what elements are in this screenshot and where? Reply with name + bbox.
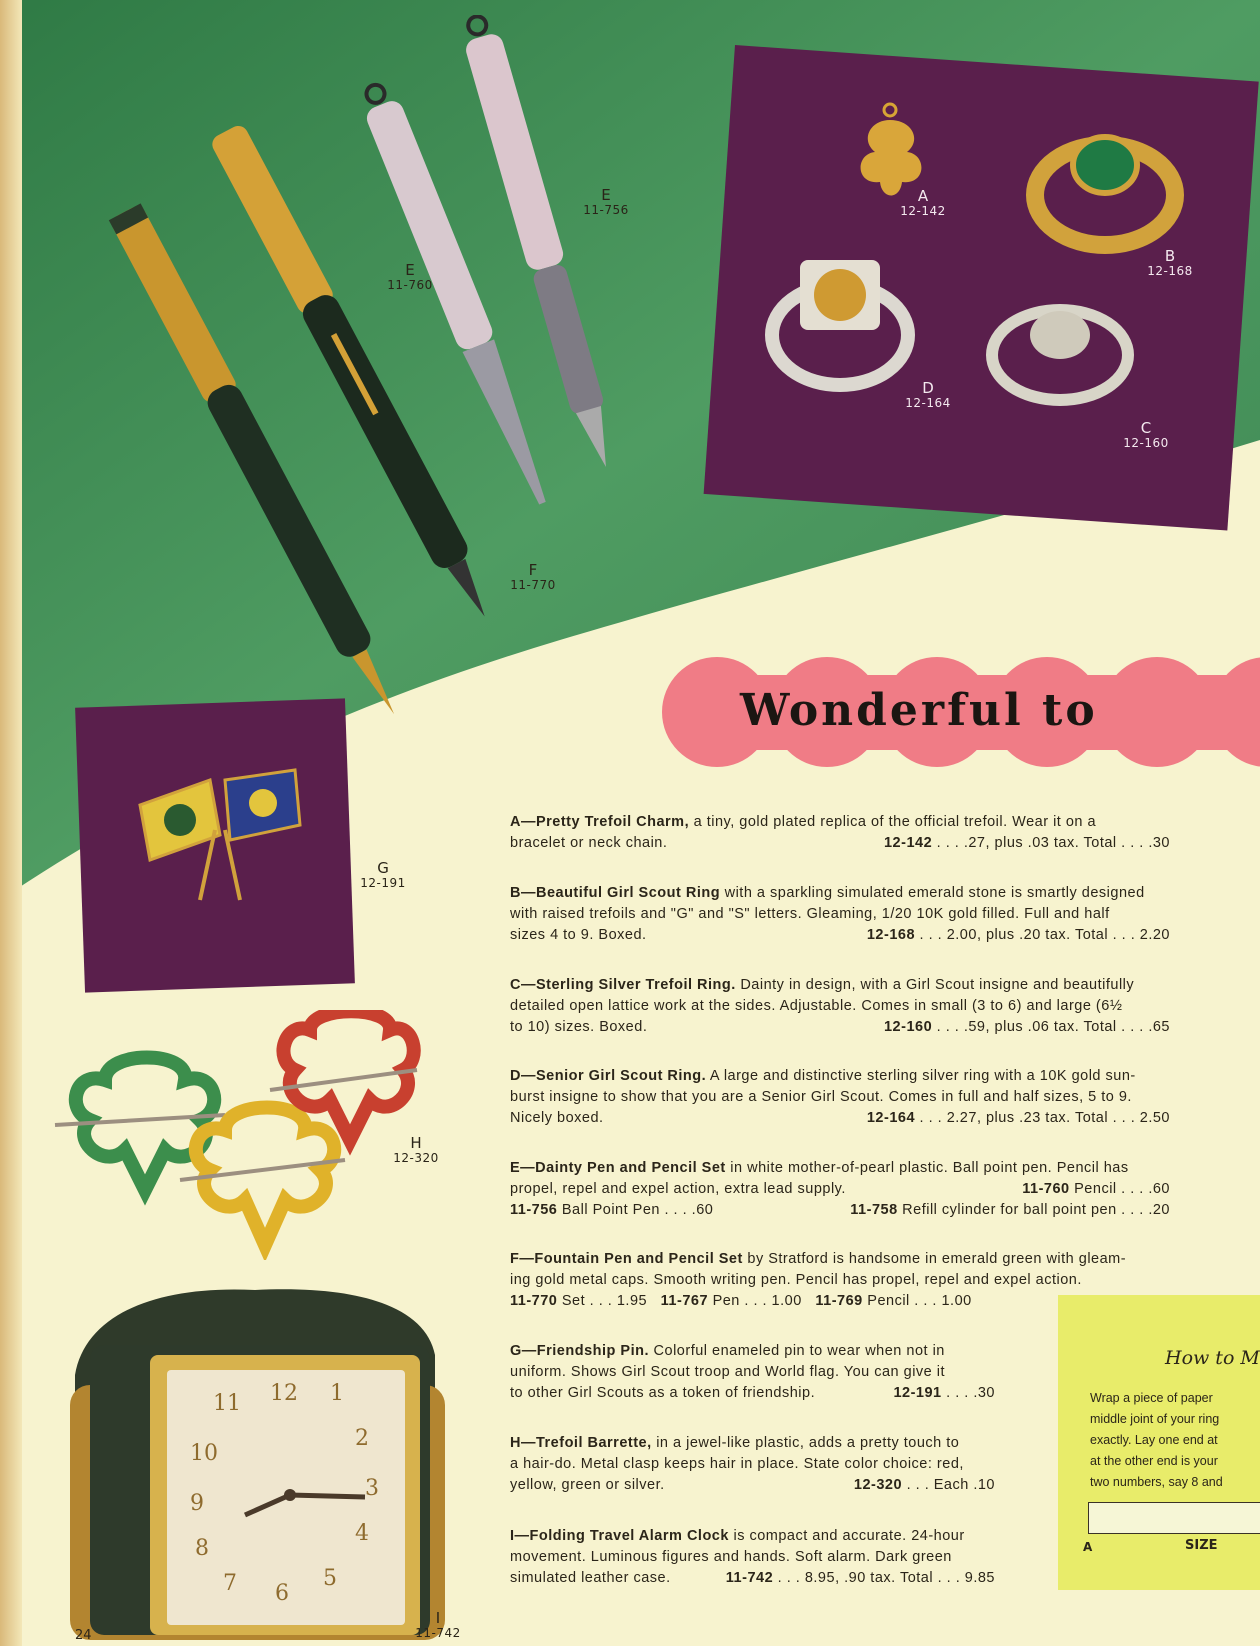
label-number: 12-191 xyxy=(360,876,406,891)
senior-scout-ring xyxy=(772,260,908,385)
label-c xyxy=(1116,420,1176,451)
item-number: 11-758 xyxy=(850,1202,898,1218)
pearl-ballpoint-pen xyxy=(457,15,623,473)
label-letter: F xyxy=(528,561,538,579)
label-letter: D xyxy=(922,379,934,397)
svg-text:6: 6 xyxy=(275,1581,289,1606)
item-text: in white mother-of-pearl plastic. Ball point pen. Pencil has xyxy=(730,1160,1129,1176)
instruction-line: exactly. Lay one end at xyxy=(1090,1433,1218,1447)
svg-text:2: 2 xyxy=(355,1426,369,1451)
item-c-description xyxy=(510,975,1170,1038)
svg-text:7: 7 xyxy=(223,1571,237,1596)
item-number: 11-760 xyxy=(1022,1181,1070,1197)
item-text: simulated leather case. xyxy=(510,1570,671,1586)
svg-text:9: 9 xyxy=(190,1491,204,1516)
item-text: to 10) sizes. Boxed. xyxy=(510,1019,648,1035)
item-number: 12-164 xyxy=(866,1110,916,1126)
item-text: with a sparkling simulated emerald stone is smartly designed xyxy=(724,885,1145,901)
item-text: is compact and accurate. 24-hour xyxy=(733,1528,965,1544)
barrettes-illustration xyxy=(45,1010,425,1260)
item-price: . . . Each .10 xyxy=(906,1477,995,1493)
item-b-description xyxy=(510,883,1170,946)
item-name: D—Senior Girl Scout Ring. xyxy=(510,1068,707,1084)
item-price: . . . 8.95, .90 tax. Total . . . 9.85 xyxy=(777,1570,995,1586)
page-title: Wonderful to xyxy=(740,685,1098,736)
item-text: with raised trefoils and "G" and "S" letters. Gleaming, 1/20 10K gold filled. Full and half xyxy=(510,906,1110,922)
ring-size-title: How to M xyxy=(1165,1347,1260,1369)
item-price: . . . 2.27, plus .23 tax. Total . . . 2.50 xyxy=(919,1110,1170,1126)
travel-clock-illustration xyxy=(65,1285,455,1645)
label-b xyxy=(1140,248,1200,279)
label-g xyxy=(355,860,411,891)
yellow-barrette xyxy=(180,1108,345,1246)
instruction-line: middle joint of your ring xyxy=(1090,1412,1220,1426)
item-price: Pencil . . . 1.00 xyxy=(867,1293,972,1309)
label-letter: A xyxy=(917,187,929,205)
item-number: 12-160 xyxy=(883,1019,933,1035)
label-a xyxy=(893,188,953,219)
item-number: 11-742 xyxy=(725,1570,774,1586)
pen-set-illustration xyxy=(80,15,680,775)
item-number: 11-770 xyxy=(510,1293,558,1309)
svg-text:5: 5 xyxy=(323,1566,337,1591)
page-number: 24 xyxy=(75,1628,92,1643)
fountain-pen xyxy=(109,203,408,723)
label-h xyxy=(388,1135,444,1166)
label-letter: H xyxy=(410,1134,422,1152)
item-name: A—Pretty Trefoil Charm, xyxy=(510,814,690,830)
item-price: Set . . . 1.95 xyxy=(561,1293,648,1309)
red-barrette xyxy=(270,1011,417,1140)
item-name: B—Beautiful Girl Scout Ring xyxy=(510,885,721,901)
instruction-line: Wrap a piece of paper xyxy=(1090,1391,1213,1405)
trefoil-ring xyxy=(992,310,1128,400)
page-spine xyxy=(0,0,22,1646)
svg-text:11: 11 xyxy=(213,1391,241,1416)
item-price: Ball Point Pen . . . .60 xyxy=(561,1202,714,1218)
label-number: 12-320 xyxy=(393,1151,439,1166)
label-letter: C xyxy=(1140,419,1152,437)
item-text: movement. Luminous figures and hands. Soft alarm. Dark green xyxy=(510,1549,952,1565)
item-a-description xyxy=(510,812,1170,854)
label-f xyxy=(505,562,561,593)
item-number: 12-142 xyxy=(883,835,933,851)
item-text: Nicely boxed. xyxy=(510,1110,604,1126)
label-e-pencil xyxy=(382,262,438,293)
label-number: 12-160 xyxy=(1123,436,1169,451)
scale-size-label: SIZE xyxy=(1185,1538,1218,1553)
item-name: G—Friendship Pin. xyxy=(510,1343,650,1359)
item-number: 11-769 xyxy=(815,1293,863,1309)
item-number: 12-191 xyxy=(893,1385,942,1401)
label-letter: B xyxy=(1164,247,1176,265)
item-text: by Stratford is handsome in emerald green with gleam- xyxy=(747,1251,1127,1267)
label-number: 11-770 xyxy=(510,578,556,593)
ring-size-scale xyxy=(1088,1502,1260,1534)
item-price: . . . 2.00, plus .20 tax. Total . . . 2.20 xyxy=(919,927,1170,943)
rings-illustration xyxy=(760,90,1240,470)
item-g-description xyxy=(510,1341,995,1404)
instruction-line: two numbers, say 8 and xyxy=(1090,1475,1223,1489)
label-number: 12-168 xyxy=(1147,264,1193,279)
label-number: 11-760 xyxy=(387,278,433,293)
item-name: F—Fountain Pen and Pencil Set xyxy=(510,1251,743,1267)
item-name: I—Folding Travel Alarm Clock xyxy=(510,1528,729,1544)
item-text: in a jewel-like plastic, adds a pretty touch to xyxy=(656,1435,960,1451)
svg-text:4: 4 xyxy=(355,1521,369,1546)
item-number: 11-756 xyxy=(510,1202,558,1218)
item-text: a tiny, gold plated replica of the official trefoil. Wear it on a xyxy=(693,814,1097,830)
item-h-description xyxy=(510,1433,995,1496)
friendship-pin-illustration xyxy=(130,760,310,910)
label-d xyxy=(898,380,958,411)
mechanical-pencil xyxy=(209,122,501,625)
item-price: Pen . . . 1.00 xyxy=(712,1293,802,1309)
item-price: . . . .30 xyxy=(946,1385,995,1401)
svg-text:10: 10 xyxy=(190,1441,218,1466)
scale-a-label: A xyxy=(1083,1540,1093,1554)
emerald-ring xyxy=(1035,137,1175,245)
item-d-description xyxy=(510,1066,1170,1129)
item-text: a hair-do. Metal clasp keeps hair in place. State color choice: red, xyxy=(510,1456,964,1472)
label-number: 11-742 xyxy=(415,1626,461,1641)
item-price: Refill cylinder for ball point pen . . . .20 xyxy=(902,1202,1170,1218)
ring-size-instructions xyxy=(1090,1388,1260,1493)
instruction-line: at the other end is your xyxy=(1090,1454,1218,1468)
svg-text:8: 8 xyxy=(195,1536,209,1561)
label-number: 12-142 xyxy=(900,204,946,219)
item-number: 11-767 xyxy=(660,1293,709,1309)
item-text: propel, repel and expel action, extra lead supply. xyxy=(510,1181,846,1197)
item-text: A large and distinctive sterling silver ring with a 10K gold sun- xyxy=(709,1068,1136,1084)
item-name: C—Sterling Silver Trefoil Ring. xyxy=(510,977,736,993)
label-e-pen xyxy=(578,187,634,218)
item-text: uniform. Shows Girl Scout troop and World flag. You can give it xyxy=(510,1364,946,1380)
label-number: 11-756 xyxy=(583,203,629,218)
item-text: to other Girl Scouts as a token of friendship. xyxy=(510,1385,816,1401)
item-price: . . . .59, plus .06 tax. Total . . . .65 xyxy=(936,1019,1170,1035)
item-text: Dainty in design, with a Girl Scout insigne and beautifully xyxy=(740,977,1135,993)
trefoil-charm xyxy=(861,104,922,196)
svg-text:3: 3 xyxy=(365,1476,379,1501)
label-letter: E xyxy=(405,261,415,279)
label-letter: G xyxy=(377,859,389,877)
label-letter: E xyxy=(601,186,611,204)
item-e-description xyxy=(510,1158,1170,1221)
label-number: 12-164 xyxy=(905,396,951,411)
item-price: . . . .27, plus .03 tax. Total . . . .30 xyxy=(936,835,1170,851)
item-price: Pencil . . . .60 xyxy=(1074,1181,1170,1197)
item-name: E—Dainty Pen and Pencil Set xyxy=(510,1160,726,1176)
item-text: yellow, green or silver. xyxy=(510,1477,665,1493)
item-text: sizes 4 to 9. Boxed. xyxy=(510,927,647,943)
label-i xyxy=(410,1610,466,1641)
svg-text:12: 12 xyxy=(270,1381,298,1406)
item-number: 12-168 xyxy=(866,927,916,943)
item-text: detailed open lattice work at the sides. Adjustable. Comes in small (3 to 6) and large (6½ xyxy=(510,998,1123,1014)
item-number: 12-320 xyxy=(853,1477,903,1493)
svg-text:1: 1 xyxy=(330,1381,344,1406)
item-text: bracelet or neck chain. xyxy=(510,835,668,851)
item-name: H—Trefoil Barrette, xyxy=(510,1435,652,1451)
label-letter: I xyxy=(435,1609,441,1627)
item-text: ing gold metal caps. Smooth writing pen. Pencil has propel, repel and expel action. xyxy=(510,1272,1082,1288)
item-text: burst insigne to show that you are a Senior Girl Scout. Comes in full and half sizes, 5 to 9. xyxy=(510,1089,1132,1105)
item-text: Colorful enameled pin to wear when not in xyxy=(653,1343,945,1359)
item-i-description xyxy=(510,1526,995,1589)
